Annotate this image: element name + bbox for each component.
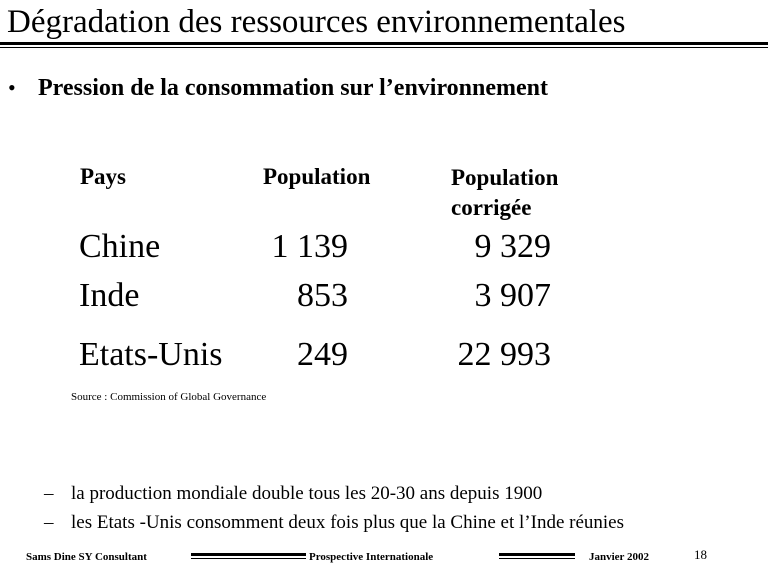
cell-population-corrigee: 22 993 (457, 336, 551, 373)
table-source: Source : Commission of Global Governance (71, 391, 267, 403)
footer-divider (499, 553, 575, 556)
header-pays: Pays (80, 164, 126, 189)
footer-course: Prospective Internationale (309, 551, 434, 563)
slide-subtitle: Pression de la consommation sur l’environnement (38, 75, 549, 101)
point-text: les Etats -Unis consomment deux fois plus que la Chine et l’Inde réunies (71, 512, 624, 533)
cell-pays: Chine (79, 228, 161, 265)
slide-title: Dégradation des ressources environnementales (7, 4, 626, 40)
footer-date: Janvier 2002 (589, 551, 649, 563)
footer-divider (191, 558, 306, 559)
cell-population: 1 139 (271, 228, 348, 265)
page-number: 18 (694, 547, 707, 562)
cell-population: 853 (297, 277, 348, 314)
title-divider-thin (0, 47, 768, 48)
footer-divider (191, 553, 306, 556)
bullet-icon: • (8, 75, 16, 100)
header-population: Population (263, 164, 371, 189)
cell-pays: Inde (79, 277, 140, 314)
header-population-corrigee: Population corrigée (451, 165, 559, 220)
cell-population-corrigee: 9 329 (474, 228, 551, 265)
footer-divider (499, 558, 575, 559)
dash-icon: – (44, 483, 54, 504)
cell-population: 249 (297, 336, 348, 373)
footer-author: Sams Dine SY Consultant (26, 551, 147, 563)
dash-icon: – (44, 512, 54, 533)
cell-pays: Etats-Unis (79, 336, 223, 373)
cell-population-corrigee: 3 907 (474, 277, 551, 314)
title-divider-thick (0, 42, 768, 45)
point-text: la production mondiale double tous les 20-30 ans depuis 1900 (71, 483, 543, 504)
